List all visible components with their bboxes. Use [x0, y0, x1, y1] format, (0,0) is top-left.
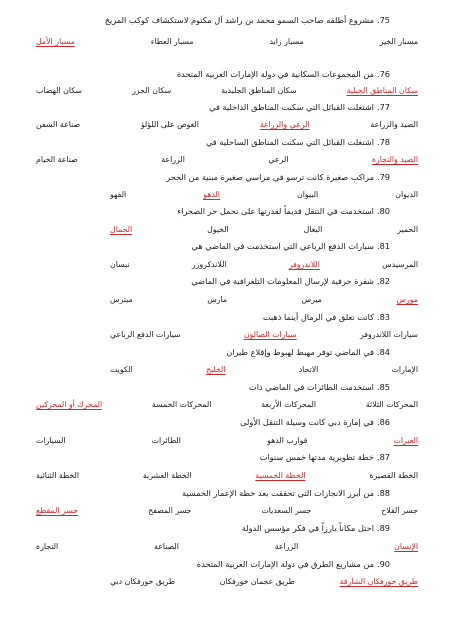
question-label: من المجموعات السكانية في دولة الإمارات العربية المتحدة — [176, 69, 374, 79]
answer-option: اللاندكروزر — [191, 260, 227, 269]
correct-answer-option: سيارات الصالون — [243, 330, 297, 339]
answer-option: الصناعة — [154, 542, 179, 551]
answer-option: التجارة — [36, 542, 59, 551]
answer-options — [36, 541, 418, 553]
answer-option: صناعة الخيام — [36, 155, 78, 164]
answer-option: السيارات — [36, 436, 66, 445]
answer-option: الخطة القصيرة — [369, 471, 418, 480]
correct-answer-option: الخطة الخمسية — [255, 471, 306, 480]
question-number: 83. — [376, 312, 390, 322]
answer-option: سيارات اللاندروفر — [359, 330, 418, 339]
question-number: 80. — [376, 206, 390, 216]
question-label: سيارات الدفع الرباعي التي استخدمت في الماضي هي — [191, 241, 374, 251]
question-text — [40, 416, 390, 428]
answer-options — [36, 85, 418, 97]
correct-answer-option: الرعي والزراعة — [259, 120, 310, 129]
answer-option: الاتحاد — [298, 365, 319, 374]
question-label: استخدمت في التنقل قديماً لقدرتها على تحمل حر الصحراء — [177, 206, 374, 216]
answer-option: ميترس — [110, 295, 133, 304]
correct-answer-option: الخليج — [205, 365, 226, 374]
answer-option: البيوان — [297, 190, 319, 199]
question-label: من مشاريع الطرق في دولة الإمارات العربية المتحدة — [196, 559, 374, 569]
correct-answer-option: الإنسان — [394, 542, 418, 551]
question-label: في إمارة دبي كانت وسيلة التنقل الأولى — [240, 417, 374, 427]
answer-option: نيسان — [110, 260, 130, 269]
question-number: 84. — [376, 347, 390, 357]
answer-option: الخيول — [207, 225, 229, 234]
answer-option: الصيد والزراعة — [370, 120, 418, 129]
correct-answer-option: الدهو — [203, 190, 220, 199]
question-label: احتل مكاناً بارزاً في فكر مؤسس الدولة — [241, 523, 374, 533]
answer-option: الإمارات — [391, 365, 418, 374]
question-label: في الماضي توفر مهبط لهبوط وإقلاع طيران — [226, 347, 374, 357]
answer-option: سيارات الدفع الرباعي — [110, 330, 181, 339]
question-number: 87. — [376, 452, 390, 462]
correct-answer-option: جسر المقطع — [36, 506, 79, 515]
answer-options — [110, 364, 418, 376]
answer-option: الخطة العشرية — [142, 471, 192, 480]
answer-option: جسر السعديات — [261, 506, 312, 515]
answer-options — [36, 154, 418, 166]
question-label: من أبرز الانجازات التي تحققت بعد خطة الإعمار الخمسية — [181, 488, 374, 498]
answer-option: المحركات الأربعة — [261, 400, 317, 409]
question-text — [40, 522, 390, 534]
answer-option: الحمير — [397, 225, 418, 234]
answer-option: الزراعة — [274, 542, 299, 551]
question-label: اشتغلت القبائل التي سكنت المناطق الداخلية في — [209, 102, 374, 112]
question-label: مشروع أطلقه صاحب السمو محمد بن راشد آل مكتوم لاستكشاف كوكب المريخ — [104, 15, 374, 25]
answer-option: مسبار زايد — [269, 37, 304, 46]
answer-options — [110, 576, 418, 588]
answer-option: مسبار الخير — [379, 37, 418, 46]
correct-answer-option: سكان المناطق الجبلية — [346, 86, 418, 95]
answer-options — [110, 294, 418, 306]
question-text — [40, 451, 390, 463]
answer-option: سكان الجزر — [132, 86, 172, 95]
answer-options — [110, 189, 418, 201]
question-text — [40, 101, 390, 113]
answer-options — [36, 399, 418, 411]
answer-option: الطائرات — [151, 436, 181, 445]
answer-option: طريق عجمان خورفكان — [219, 577, 295, 586]
question-label: شفرة حرفية لإرسال المعلومات التلغرافية في الماضي — [191, 276, 374, 286]
question-label: اشتغلت القبائل التي سكنت المناطق الساحلية في — [205, 137, 374, 147]
correct-answer-option: اللاندروفر — [288, 260, 320, 269]
question-number: 78. — [376, 137, 390, 147]
answer-options — [110, 329, 418, 341]
correct-answer-option: العبرات — [393, 436, 418, 445]
correct-answer-option: مسبار الأمل — [36, 37, 75, 46]
question-label: كانت تعلق في الرمال أينما ذهبت — [262, 312, 374, 322]
answer-option: الغوص على اللؤلؤ — [140, 120, 199, 129]
question-number: 82. — [376, 276, 390, 286]
question-text — [40, 14, 390, 26]
answer-options — [36, 435, 418, 447]
answer-options — [36, 505, 418, 517]
answer-option: صناعة السفن — [36, 120, 81, 129]
question-text — [40, 275, 390, 287]
question-number: 90. — [376, 559, 390, 569]
answer-option: مارس — [207, 295, 228, 304]
answer-option: الخطة الثنائية — [36, 471, 79, 480]
correct-answer-option: طريق خورفكان الشارقة — [339, 577, 418, 586]
question-text — [40, 487, 390, 499]
answer-option: جسر المصفح — [148, 506, 192, 515]
question-number: 76. — [376, 69, 390, 79]
answer-option: سكان الهضاب — [36, 86, 83, 95]
question-number: 89. — [376, 523, 390, 533]
correct-answer-option: الصيد والتجارة — [371, 155, 418, 164]
answer-option: المحركات الثلاثة — [365, 400, 418, 409]
question-text — [40, 136, 390, 148]
answer-option: المرسيدس — [382, 260, 418, 269]
answer-option: الديوان — [395, 190, 418, 199]
answer-options — [110, 259, 418, 271]
answer-option: ميرس — [301, 295, 322, 304]
question-number: 88. — [376, 488, 390, 498]
question-text — [40, 311, 390, 323]
question-text — [40, 171, 390, 183]
question-text — [40, 346, 390, 358]
question-number: 86. — [376, 417, 390, 427]
answer-options — [36, 36, 418, 48]
answer-option: الزراعة — [161, 155, 185, 164]
question-label: خطة تطويرية مدتها خمس سنوات — [259, 452, 374, 462]
answer-option: الكويت — [110, 365, 133, 374]
answer-option: قوارب الدهو — [267, 436, 308, 445]
correct-answer-option: مورس — [396, 295, 418, 304]
answer-options — [36, 470, 418, 482]
answer-option: البغال — [303, 225, 323, 234]
answer-option: المحركات الخمسة — [151, 400, 212, 409]
question-number: 81. — [376, 241, 390, 251]
answer-option: طريق خورفكان دبي — [110, 577, 176, 586]
question-number: 77. — [376, 102, 390, 112]
question-text — [40, 558, 390, 570]
answer-option: جسر الفلاح — [381, 506, 418, 515]
correct-answer-option: المحرك أو المحركين — [36, 400, 103, 409]
answer-options — [36, 119, 418, 131]
question-number: 79. — [376, 172, 390, 182]
answer-option: الفهو — [110, 190, 127, 199]
question-text — [40, 68, 390, 80]
answer-option: الرعي — [268, 155, 289, 164]
answer-option: سكان المناطق الجليدية — [221, 86, 297, 95]
question-label: مراكب صغيرة كانت ترسو في مراسي صغيرة مبنية من الحجر — [166, 172, 374, 182]
question-text — [40, 205, 390, 217]
answer-options — [110, 224, 418, 236]
question-text — [40, 381, 390, 393]
question-text — [40, 240, 390, 252]
question-number: 85. — [376, 382, 390, 392]
correct-answer-option: الجمال — [110, 225, 133, 234]
answer-option: مسبار العطاء — [150, 37, 194, 46]
question-number: 75. — [376, 15, 390, 25]
question-label: استخدمت الطائرات في الماضي ذات — [249, 382, 374, 392]
